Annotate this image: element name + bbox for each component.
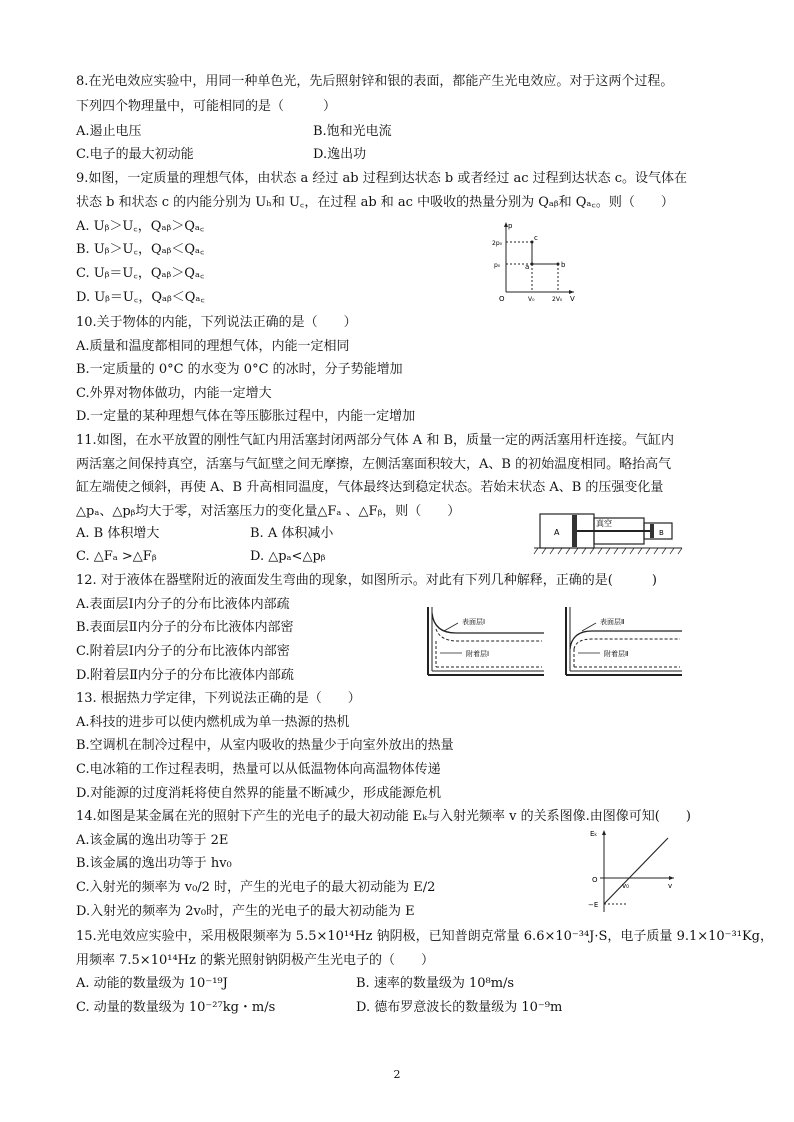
q11-stem-line4: △pₐ、△pᵦ均大于零，对活塞压力的变化量△Fₐ 、△Fᵦ，则（ ） [76, 504, 461, 519]
q9-stem-line2: 状态 b 和状态 c 的内能分别为 Uₕ和 U꜀，在过程 ab 和 ac 中吸收的热量分别为 Qₐᵦ和 Qₐ꜀。则（ ） [76, 195, 674, 210]
q11-option-b: B. A 体积减小 [250, 526, 334, 541]
q11-option-d: D. △pₐ<△pᵦ [250, 549, 326, 564]
graph-label-v: v [668, 882, 673, 890]
q11-stem-line1: 11.如图，在水平放置的刚性气缸内用活塞封闭两部分气体 A 和 B，质量一定的两活塞用杆连接。气缸内 [76, 433, 675, 448]
q8-option-a: A.遏止电压 [76, 124, 142, 139]
pv-diagram [488, 218, 578, 304]
q13-stem: 13. 根据热力学定律，下列说法正确的是（ ） [76, 691, 361, 706]
graph-label-o: O [592, 876, 598, 884]
q13-option-a: A.科技的进步可以使内燃机成为单一热源的热机 [76, 715, 350, 730]
q11-stem-line3: 缸左端使之倾斜，再使 A、B 升高相同温度，气体最终达到稳定状态。若始末状态 A、B 的压强变化量 [76, 480, 664, 495]
pv-label-v0: V₀ [528, 296, 535, 303]
q10-option-b: B.一定质量的 0°C 的水变为 0°C 的冰时，分子势能增加 [76, 362, 403, 377]
q14-option-a: A.该金属的逸出功等于 2E [76, 833, 229, 848]
q12-option-c: C.附着层Ⅰ内分子的分布比液体内部密 [76, 644, 290, 659]
q8-stem-line1: 8.在光电效应实验中，用同一种单色光，先后照射锌和银的表面，都能产生光电效应。对于这两个过程。 [76, 74, 674, 89]
pv-label-p0: p₀ [494, 262, 501, 269]
q13-option-b: B.空调机在制冷过程中，从室内吸收的热量少于向室外放出的热量 [76, 738, 454, 753]
q8-option-d: D.逸出功 [313, 147, 367, 162]
q9-stem-line1: 9.如图，一定质量的理想气体，由状态 a 经过 ab 过程到达状态 b 或者经过 ac 过程到达状态 c。设气体在 [76, 171, 688, 186]
q10-option-d: D.一定量的某种理想气体在等压膨胀过程中，内能一定增加 [76, 409, 416, 424]
label-attach-layer-1: 附着层Ⅰ [466, 650, 490, 658]
q9-option-b: B. Uᵦ＞U꜀，Qₐᵦ＜Qₐ꜀ [76, 242, 205, 257]
label-attach-layer-2: 附着层Ⅱ [604, 650, 629, 658]
cylinder-label-a: A [554, 528, 560, 537]
label-surface-layer-1: 表面层Ⅰ [462, 618, 486, 626]
cylinder-label-b: B [659, 529, 664, 537]
q11-stem-line2: 两活塞之间保持真空，活塞与气缸壁之间无摩擦，左侧活塞面积较大，A、B 的初始温度相同。略抬高气 [76, 457, 672, 472]
liquid-surface-figure-1 [422, 603, 548, 681]
q10-stem: 10.关于物体的内能，下列说法正确的是（ ） [76, 315, 357, 330]
q11-option-c: C. △Fₐ >△Fᵦ [76, 549, 157, 564]
q13-option-c: C.电冰箱的工作过程表明，热量可以从低温物体向高温物体传递 [76, 762, 441, 777]
q15-stem-line1: 15.光电效应实验中，采用极限频率为 5.5×10¹⁴Hz 钠阴极，已知普朗克常量 6.6×10⁻³⁴J·S，电子质量 9.1×10⁻³¹Kg， [76, 929, 773, 944]
pv-point-c: c [534, 234, 538, 242]
liquid-surface-figure-2 [560, 603, 686, 681]
q9-option-d: D. Uᵦ＝U꜀，Qₐᵦ＜Qₐ꜀ [76, 290, 205, 305]
graph-label-v0: v₀ [622, 882, 629, 890]
q10-option-a: A.质量和温度都相同的理想气体，内能一定相同 [76, 339, 350, 354]
pv-label-o: O [499, 295, 505, 303]
label-surface-layer-2: 表面层Ⅱ [600, 618, 625, 626]
q15-stem-line2: 用频率 7.5×10¹⁴Hz 的紫光照射钠阴极产生光电子的（ ） [76, 953, 434, 968]
q13-option-d: D.对能源的过度消耗将使自然界的能量不断减少，形成能源危机 [76, 786, 442, 801]
q8-option-b: B.饱和光电流 [313, 124, 392, 139]
q9-option-c: C. Uᵦ＝U꜀，Qₐᵦ＞Qₐ꜀ [76, 266, 205, 281]
q12-option-a: A.表面层Ⅰ内分子的分布比液体内部疏 [76, 597, 290, 612]
q15-option-b: B. 速率的数量级为 10⁸m/s [356, 976, 515, 991]
cylinder-figure [532, 510, 684, 558]
q14-option-b: B.该金属的逸出功等于 hv₀ [76, 856, 232, 871]
pv-label-v: V [570, 295, 575, 303]
q8-option-c: C.电子的最大初动能 [76, 147, 194, 162]
pv-label-2p0: 2p₀ [492, 240, 503, 247]
graph-label-neg-e: −E [588, 901, 599, 909]
q12-stem: 12. 对于液体在器壁附近的液面发生弯曲的现象，如图所示。对此有下列几种解释，正确的是( ) [76, 573, 657, 588]
cylinder-label-vacuum: 真空 [596, 519, 612, 528]
q12-option-d: D.附着层Ⅱ内分子的分布比液体内部疏 [76, 668, 294, 683]
pv-label-2v0: 2V₀ [552, 296, 563, 303]
graph-label-ek: Eₖ [590, 830, 598, 838]
q12-option-b: B.表面层Ⅱ内分子的分布比液体内部密 [76, 620, 294, 635]
pv-label-p: p [508, 222, 513, 230]
pv-point-b: b [561, 261, 566, 269]
q8-stem-line2: 下列四个物理量中，可能相同的是（ ） [76, 99, 337, 114]
q14-option-d: D.入射光的频率为 2v₀时，产生的光电子的最大初动能为 E [76, 904, 415, 919]
q14-stem: 14.如图是某金属在光的照射下产生的光电子的最大初动能 Eₖ与入射光频率 v 的关系图像.由图像可知( ) [76, 809, 691, 824]
page-number: 2 [393, 1068, 401, 1081]
pv-point-a: a [525, 263, 530, 271]
q11-option-a: A. B 体积增大 [76, 526, 160, 541]
q10-option-c: C.外界对物体做功，内能一定增大 [76, 386, 272, 401]
q15-option-c: C. 动量的数量级为 10⁻²⁷kg・m/s [76, 1000, 276, 1015]
q14-option-c: C.入射光的频率为 v₀/2 时，产生的光电子的最大初动能为 E/2 [76, 880, 436, 895]
q15-option-d: D. 德布罗意波长的数量级为 10⁻⁹m [356, 1000, 563, 1015]
ek-v-graph [586, 826, 678, 916]
q15-option-a: A. 动能的数量级为 10⁻¹⁹J [76, 976, 228, 991]
q9-option-a: A. Uᵦ＞U꜀，Qₐᵦ＞Qₐ꜀ [76, 219, 205, 234]
